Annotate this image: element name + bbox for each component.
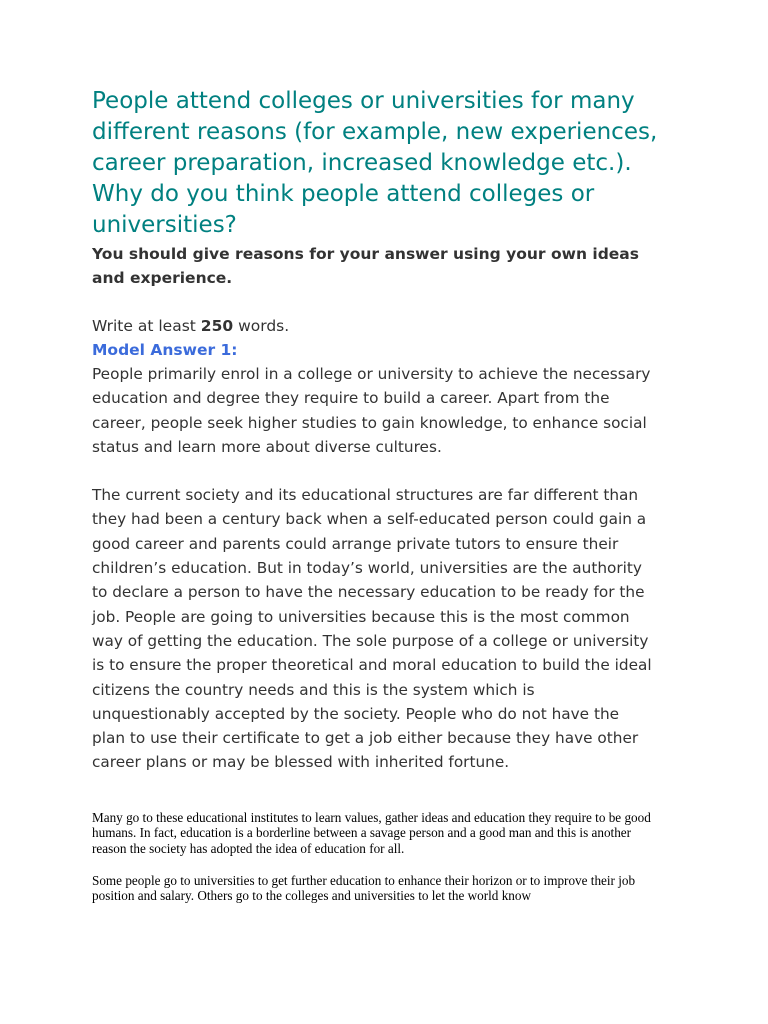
word-count-prefix: Write at least (92, 317, 201, 335)
instruction-text: You should give reasons for your answer using your own ideas and experience. (92, 245, 639, 287)
answer-paragraph-2: The current society and its educational structures are far different than they had been a century back when a self-educated person could gain a good career and parents could arrange private tutors to ensure their children’s education. But in today’s world, universities are the authority to declare a person to have the necessary education to be ready for the job. People are going to universities because this is the most common way of getting the education. The sole purpose of a college or university is to ensure the proper theoretical and moral education to build the ideal citizens the country needs and this is the system which is unquestionably accepted by the society. People who do not have the plan to use their certificate to get a job either because they have other career plans or may be blessed with inherited fortune. (92, 486, 652, 772)
word-count-suffix: words. (233, 317, 290, 335)
serif-paragraph-1: Many go to these educational institutes to learn values, gather ideas and education they require to be good humans. In fact, education is a borderline between a savage person and a good man and this is another reason the society has adopted the idea of education for all. (92, 809, 651, 856)
serif-text-section (92, 810, 667, 904)
answer-paragraph-1: People primarily enrol in a college or university to achieve the necessary education and degree they require to build a career. Apart from the career, people seek higher studies to gain knowledge, to enhance social status and learn more about diverse cultures. (92, 365, 651, 456)
question-prompt: People attend colleges or universities for many different reasons (for example, new experiences, career preparation, increased knowledge etc.). Why do you think people attend colleges or universities? (92, 88, 658, 238)
word-count-number: 250 (200, 317, 234, 335)
serif-paragraph-2: Some people go to universities to get further education to enhance their horizon or to improve their job position and salary. Others go to the colleges and universities to let the world know (92, 872, 636, 904)
model-answer-heading: Model Answer 1: (92, 341, 238, 359)
word-count-requirement (92, 314, 708, 338)
